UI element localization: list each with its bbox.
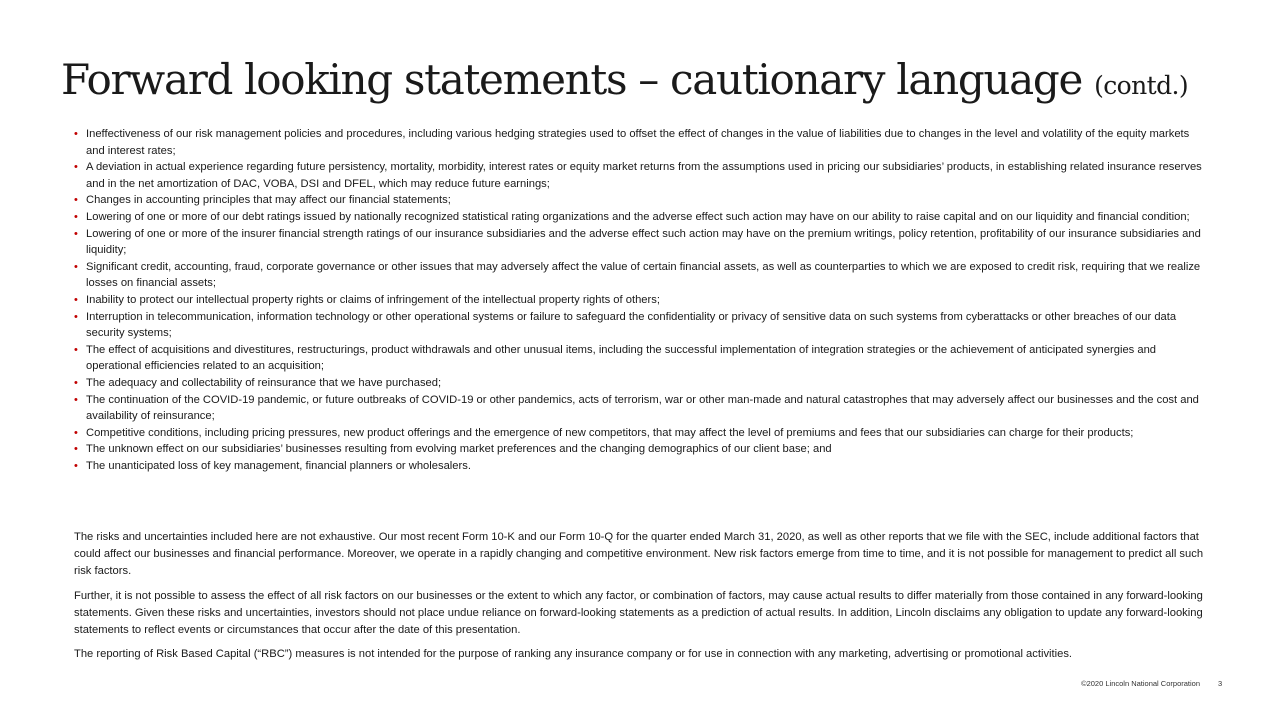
risk-factor-item: • Competitive conditions, including pricing pressures, new product offerings and the emergence of new competitors, that may affect the level of premiums and fees that our subsidiaries can charge for their products;	[74, 425, 1206, 442]
risk-factor-item: • The unknown effect on our subsidiaries’ businesses resulting from evolving market preferences and the changing demographics of our client base; and	[74, 441, 1206, 458]
disclaimer-paragraph: The reporting of Risk Based Capital (“RBC”) measures is not intended for the purpose of ranking any insurance company or for use in connection with any marketing, advertising or promotional activities.	[74, 648, 1073, 661]
slide-title-main: Forward looking statements – cautionary language	[61, 55, 1083, 104]
risk-factor-item: • Lowering of one or more of the insurer financial strength ratings of our insurance subsidiaries and the adverse effect such action may have on the premium writings, policy retention, profitability of our insurance subsidiaries and liquidity;	[74, 226, 1206, 259]
risk-factor-item: • Significant credit, accounting, fraud, corporate governance or other issues that may adversely affect the value of certain financial assets, as well as counterparties to which we are exposed to credit risk, requiring that we realize losses on financial assets;	[74, 259, 1206, 292]
disclaimer-paragraph: The risks and uncertainties included here are not exhaustive. Our most recent Form 10-K and our Form 10-Q for the quarter ended March 31, 2020, as well as other reports that we file with the SEC, include additional factors that could affect our businesses and financial performance. Moreover, we operate in a rapidly changing and competitive environment. New risk factors emerge from time to time, and it is not possible for management to predict all such risk factors.	[74, 531, 1204, 578]
risk-factor-item: • Lowering of one or more of our debt ratings issued by nationally recognized statistical rating organizations and the adverse effect such action may have on our ability to raise capital and on our liquidity and financial condition;	[74, 209, 1206, 226]
risk-factor-list	[74, 126, 1206, 474]
risk-factor-item: • The adequacy and collectability of reinsurance that we have purchased;	[74, 375, 1206, 392]
page-number: 3	[1218, 679, 1223, 688]
disclaimer-paragraph: Further, it is not possible to assess the effect of all risk factors on our businesses or the extent to which any factor, or combination of factors, may cause actual results to differ materially from those contained in any forward-looking statements. Given these risks and uncertainties, investors should not place undue reliance on forward-looking statements as a prediction of actual results. In addition, Lincoln disclaims any obligation to update any forward-looking statements to reflect events or circumstances that occur after the date of this presentation.	[74, 589, 1203, 637]
risk-factor-item: • Changes in accounting principles that may affect our financial statements;	[74, 192, 1206, 209]
footer-copyright: ©2020 Lincoln National Corporation	[1081, 679, 1200, 688]
risk-factor-item: • Inability to protect our intellectual property rights or claims of infringement of the intellectual property rights of others;	[74, 292, 1206, 309]
slide-title	[61, 52, 1188, 114]
risk-factor-item: • A deviation in actual experience regarding future persistency, mortality, morbidity, interest rates or equity market returns from the assumptions used in pricing our subsidiaries’ products, in establishing related insurance reserves and in the net amortization of DAC, VOBA, DSI and DFEL, which may reduce future earnings;	[74, 159, 1206, 192]
risk-factor-item: • The continuation of the COVID-19 pandemic, or future outbreaks of COVID-19 or other pandemics, acts of terrorism, war or other man-made and natural catastrophes that may adversely affect our businesses and the cost and availability of reinsurance;	[74, 392, 1206, 425]
risk-factor-item: • Interruption in telecommunication, information technology or other operational systems or failure to safeguard the confidentiality or privacy of sensitive data on such systems from cyberattacks or other breaches of our data security systems;	[74, 309, 1206, 342]
risk-factor-item: • The unanticipated loss of key management, financial planners or wholesalers.	[74, 458, 1206, 475]
risk-factor-item: • The effect of acquisitions and divestitures, restructurings, product withdrawals and other unusual items, including the successful implementation of integration strategies or the achievement of anticipated synergies and operational efficiencies related to an acquisition;	[74, 342, 1206, 375]
slide-title-suffix: (contd.)	[1094, 71, 1188, 100]
disclaimer-paragraphs	[74, 529, 1206, 670]
risk-factor-item: • Ineffectiveness of our risk management policies and procedures, including various hedging strategies used to offset the effect of changes in the value of liabilities due to changes in the level and volatility of the equity markets and interest rates;	[74, 126, 1206, 159]
